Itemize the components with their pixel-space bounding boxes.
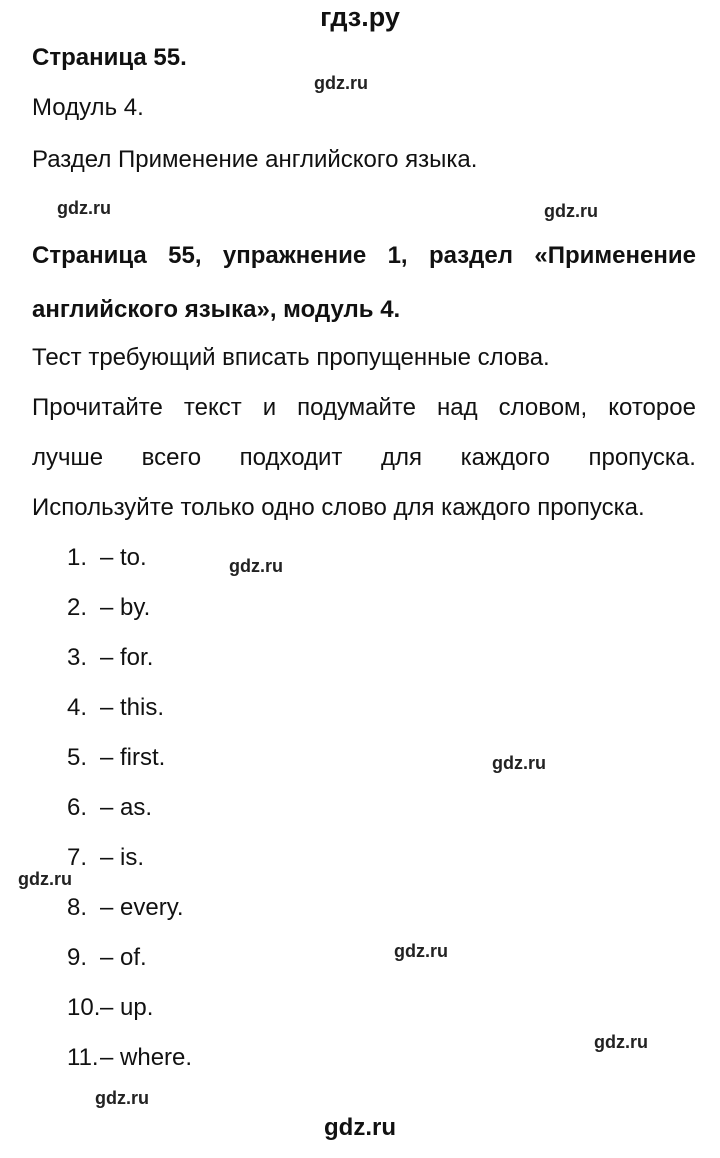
word: каждого: [460, 444, 550, 471]
word: и: [262, 394, 277, 421]
task-type: Тест требующий вписать пропущенные слова.: [32, 344, 550, 371]
answer-number: 6.: [67, 794, 88, 821]
answer-item: [67, 844, 144, 872]
answer-number: 10.: [67, 994, 101, 1021]
word: текст: [183, 394, 242, 421]
answer-item: [67, 794, 152, 822]
answer-text: – for.: [100, 644, 154, 671]
answer-text: – every.: [100, 894, 184, 921]
answer-text: – up.: [100, 994, 154, 1021]
word: 1,: [387, 242, 408, 269]
answer-item: [67, 994, 153, 1022]
word: над: [437, 394, 478, 421]
exercise-title-line1: [32, 242, 696, 270]
word: для: [380, 444, 422, 471]
answer-text: – of.: [100, 944, 147, 971]
answer-number: 2.: [67, 594, 88, 621]
answer-text: – first.: [100, 744, 166, 771]
answer-number: 5.: [67, 744, 88, 771]
word: всего: [141, 444, 202, 471]
word: раздел: [428, 242, 514, 269]
answer-number: 3.: [67, 644, 88, 671]
answer-text: – to.: [100, 544, 147, 571]
word: которое: [608, 394, 696, 421]
watermark: gdz.ru: [18, 869, 72, 889]
watermark: gdz.ru: [492, 753, 546, 773]
answer-number: 7.: [67, 844, 88, 871]
answer-text: – is.: [100, 844, 145, 871]
watermark: gdz.ru: [544, 201, 598, 221]
word: 55,: [168, 242, 202, 269]
answer-text: – this.: [100, 694, 165, 721]
answer-item: [67, 644, 153, 672]
watermark: gdz.ru: [95, 1088, 149, 1108]
word: словом,: [498, 394, 588, 421]
answer-number: 4.: [67, 694, 88, 721]
watermark: gdz.ru: [594, 1032, 648, 1052]
answer-item: [67, 744, 165, 772]
answer-text: – by.: [100, 594, 151, 621]
word: Прочитайте: [32, 394, 163, 421]
answer-item: [67, 944, 147, 972]
instructions-line1: [32, 394, 696, 422]
word: подходит: [239, 444, 343, 471]
module-label: Модуль 4.: [32, 94, 144, 121]
word: упражнение: [222, 242, 367, 269]
answer-item: [67, 594, 150, 622]
page-heading: Страница 55.: [32, 44, 187, 71]
watermark: gdz.ru: [314, 73, 368, 93]
answer-number: 9.: [67, 944, 88, 971]
word: Страница: [32, 242, 147, 269]
answer-number: 1.: [67, 544, 88, 571]
answer-item: [67, 544, 147, 572]
answer-item: [67, 694, 164, 722]
word: пропуска.: [588, 444, 696, 471]
answer-number: 8.: [67, 894, 88, 921]
instructions-line3: Используйте только одно слово для каждого пропуска.: [32, 494, 645, 521]
answer-item: [67, 894, 184, 922]
answer-text: – where.: [100, 1044, 193, 1071]
answer-item: [67, 1044, 192, 1072]
word: подумайте: [297, 394, 416, 421]
footer-watermark: gdz.ru: [324, 1114, 396, 1141]
word: «Применение: [534, 242, 696, 269]
answer-number: 11.: [67, 1044, 99, 1071]
answer-text: – as.: [100, 794, 153, 821]
section-label: Раздел Применение английского языка.: [32, 146, 478, 173]
watermark: gdz.ru: [394, 941, 448, 961]
instructions-line2: [32, 444, 696, 472]
exercise-title-line2: английского языка», модуль 4.: [32, 296, 401, 323]
word: лучше: [32, 444, 104, 471]
watermark: gdz.ru: [229, 556, 283, 576]
watermark: gdz.ru: [57, 198, 111, 218]
site-header: гдз.ру: [320, 2, 400, 32]
